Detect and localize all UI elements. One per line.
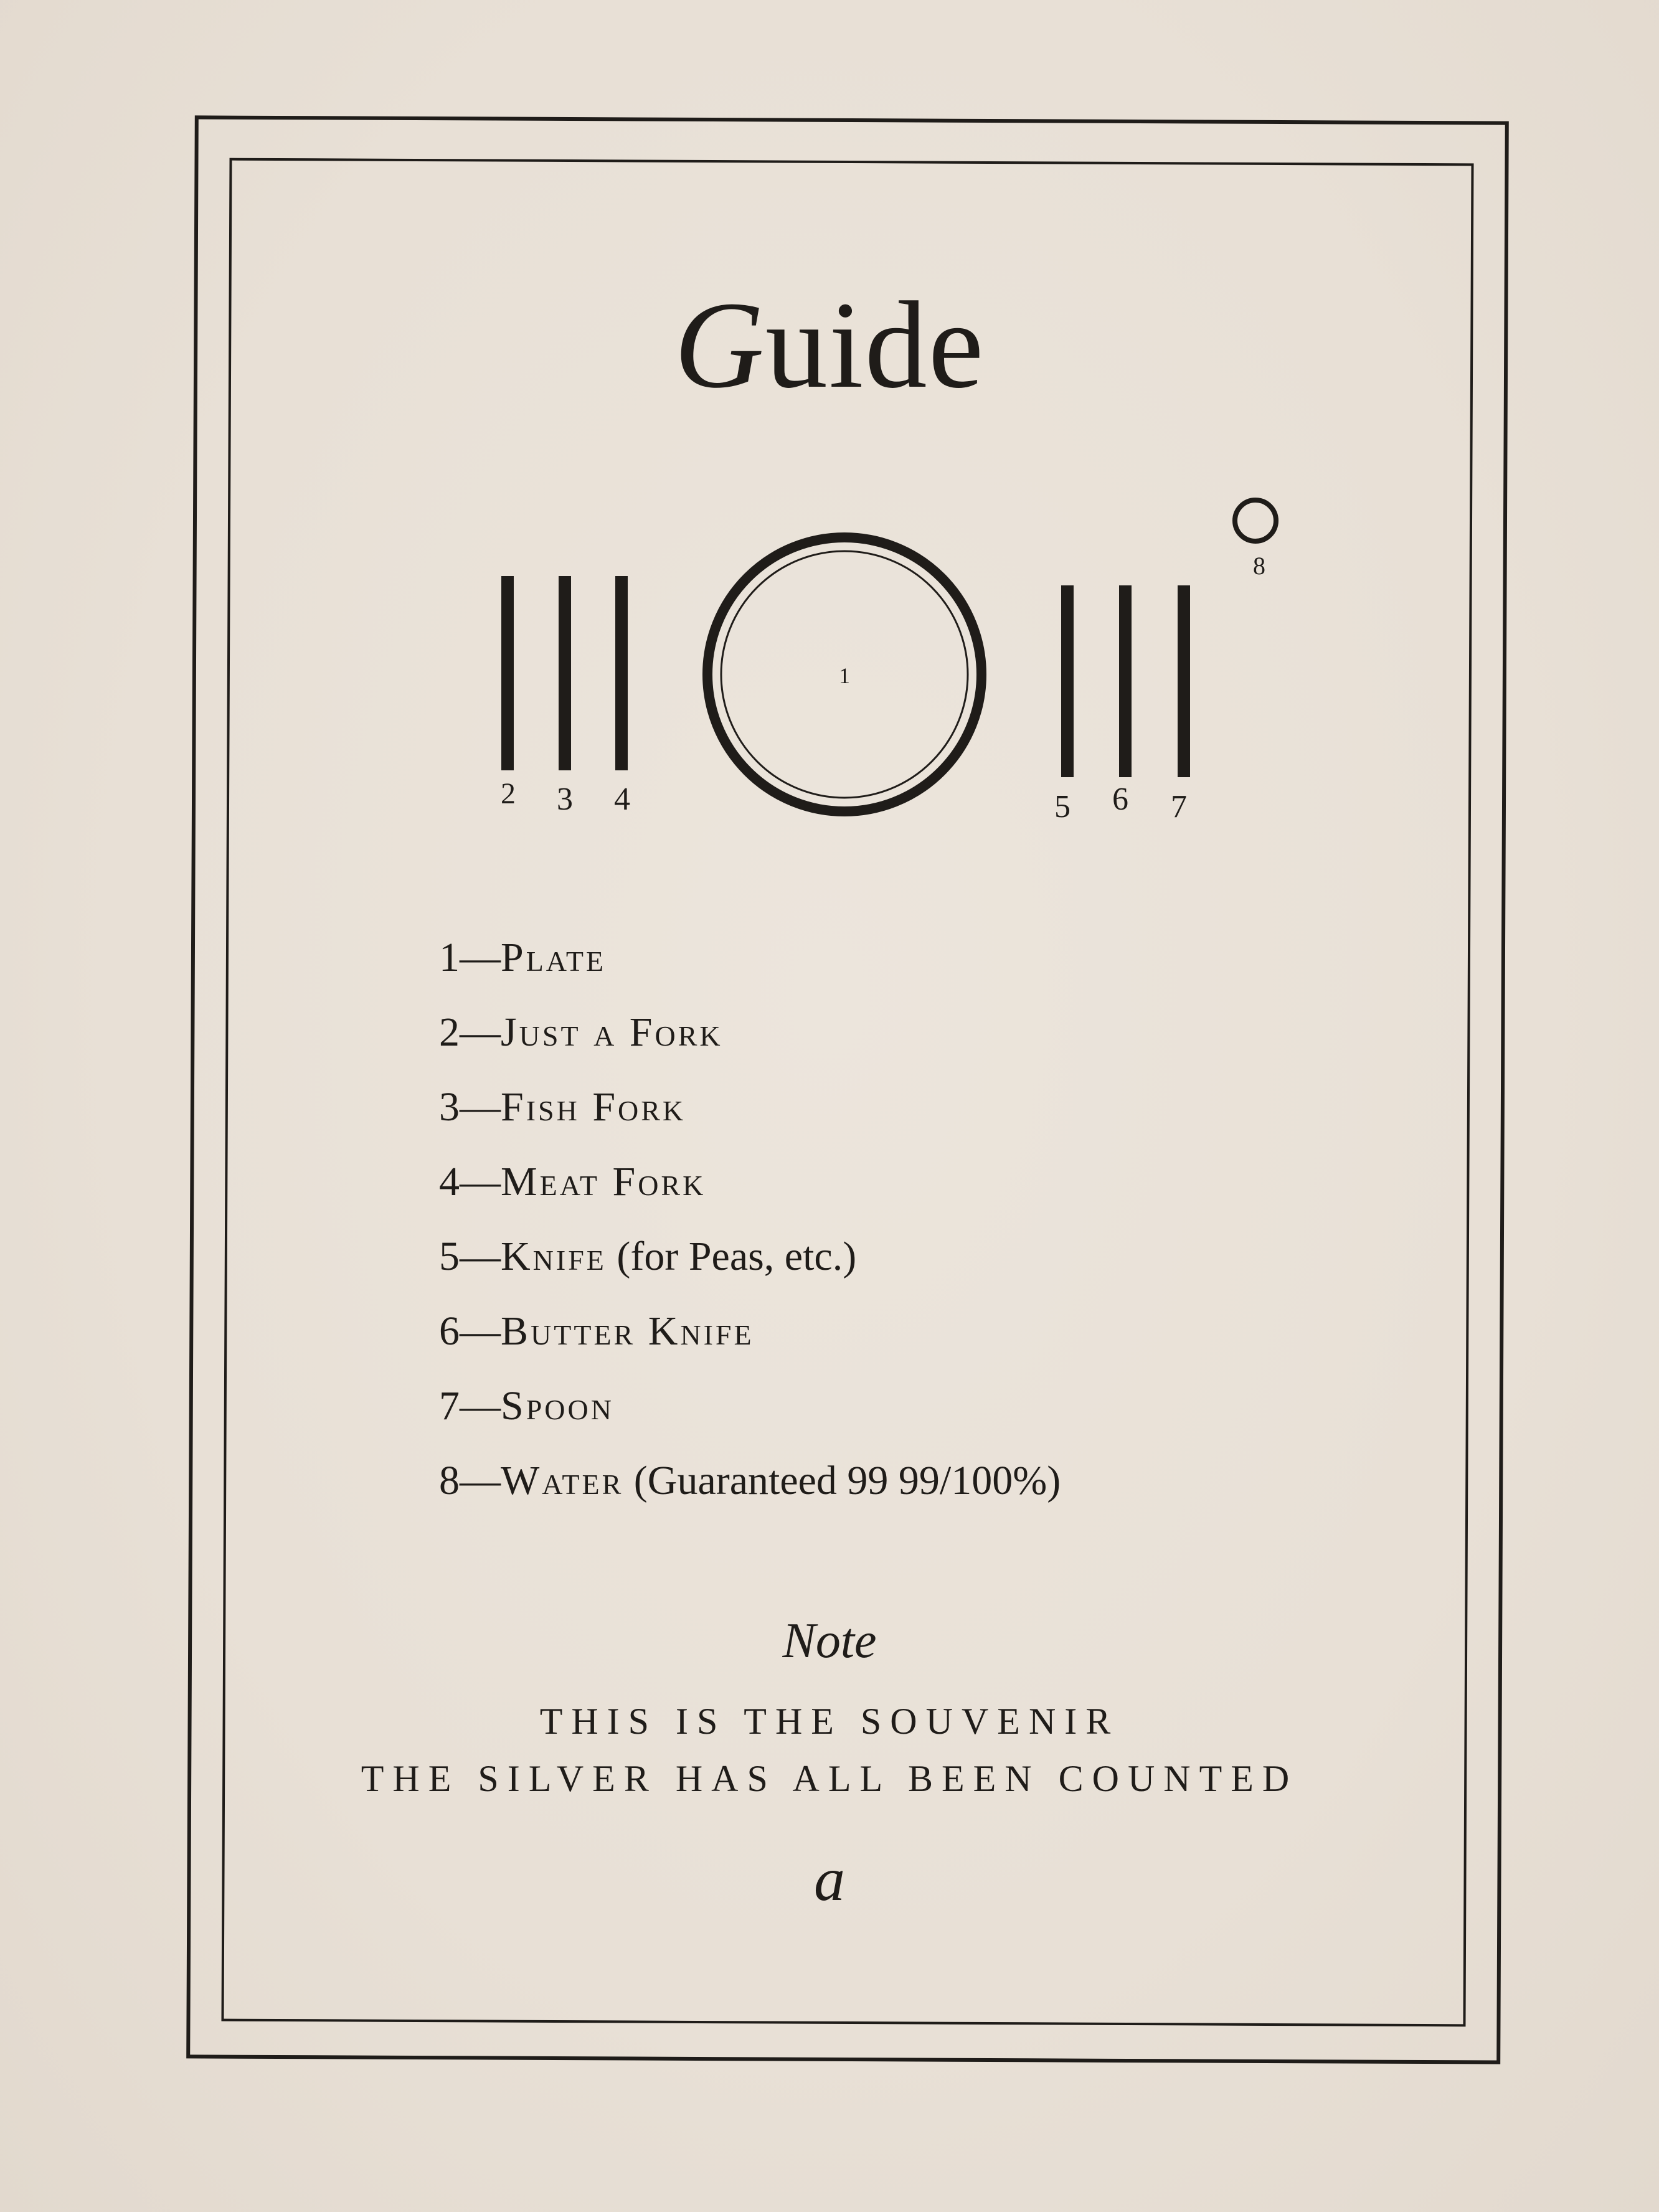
utensil-3-bar: [559, 576, 571, 770]
legend-dash: —: [460, 1159, 501, 1204]
legend-number: 2: [439, 1009, 460, 1055]
legend-extra: (Guaranteed 99 99/100%): [623, 1458, 1061, 1503]
utensil-5-bar: [1061, 585, 1074, 777]
legend-dash: —: [460, 1458, 501, 1503]
utensil-6-number: 6: [1112, 782, 1128, 817]
utensil-3-number: 3: [557, 782, 573, 817]
legend-item: [439, 1152, 1373, 1227]
utensil-2-number: 2: [501, 777, 516, 810]
ornament-icon: a: [814, 1845, 845, 1914]
note-line-1: THIS IS THE SOUVENIR: [539, 1701, 1120, 1742]
legend-dash: —: [460, 1234, 501, 1279]
legend-name: Knife: [501, 1234, 607, 1279]
utensil-4-bar: [615, 576, 628, 770]
legend-number: 6: [439, 1308, 460, 1354]
note-heading: Note: [782, 1614, 877, 1668]
utensil-7-bar: [1178, 585, 1190, 777]
legend-name: Fish Fork: [501, 1084, 686, 1130]
legend-item: [439, 928, 1373, 1003]
utensil-2-bar: [501, 576, 514, 770]
legend-number: 7: [439, 1383, 460, 1429]
legend-number: 4: [439, 1159, 460, 1204]
legend-dash: —: [460, 1383, 501, 1429]
legend-item: [439, 1302, 1373, 1376]
note-line-2: THE SILVER HAS ALL BEEN COUNTED: [361, 1758, 1298, 1799]
legend-name: Butter Knife: [501, 1308, 754, 1354]
legend-number: 1: [439, 935, 460, 980]
legend-dash: —: [460, 935, 501, 980]
legend-dash: —: [460, 1308, 501, 1354]
legend-extra: (for Peas, etc.): [606, 1234, 857, 1279]
legend-name: Plate: [501, 935, 607, 980]
legend-number: 8: [439, 1458, 460, 1503]
legend-dash: —: [460, 1009, 501, 1055]
legend-number: 5: [439, 1234, 460, 1279]
legend-item: [439, 1077, 1373, 1152]
legend-item: [439, 1003, 1373, 1077]
legend-dash: —: [460, 1084, 501, 1130]
title-initial: G: [674, 276, 766, 414]
legend-item: [439, 1227, 1373, 1302]
legend-number: 3: [439, 1084, 460, 1130]
title-rest: uide: [765, 276, 985, 414]
utensil-6-bar: [1119, 585, 1132, 777]
legend-list: [439, 928, 1373, 1526]
plate-number: 1: [839, 663, 850, 688]
legend-name: Meat Fork: [501, 1159, 706, 1204]
legend-name: Just a Fork: [501, 1009, 723, 1055]
water-glass-number: 8: [1253, 552, 1265, 580]
legend-item: [439, 1451, 1373, 1526]
utensil-7-number: 7: [1171, 789, 1187, 825]
utensil-4-number: 4: [614, 782, 630, 817]
utensil-5-number: 5: [1054, 789, 1071, 825]
legend-name: Spoon: [501, 1383, 614, 1429]
water-glass-circle: [1235, 500, 1276, 541]
legend-name: Water: [501, 1458, 624, 1503]
legend-item: [439, 1376, 1373, 1451]
